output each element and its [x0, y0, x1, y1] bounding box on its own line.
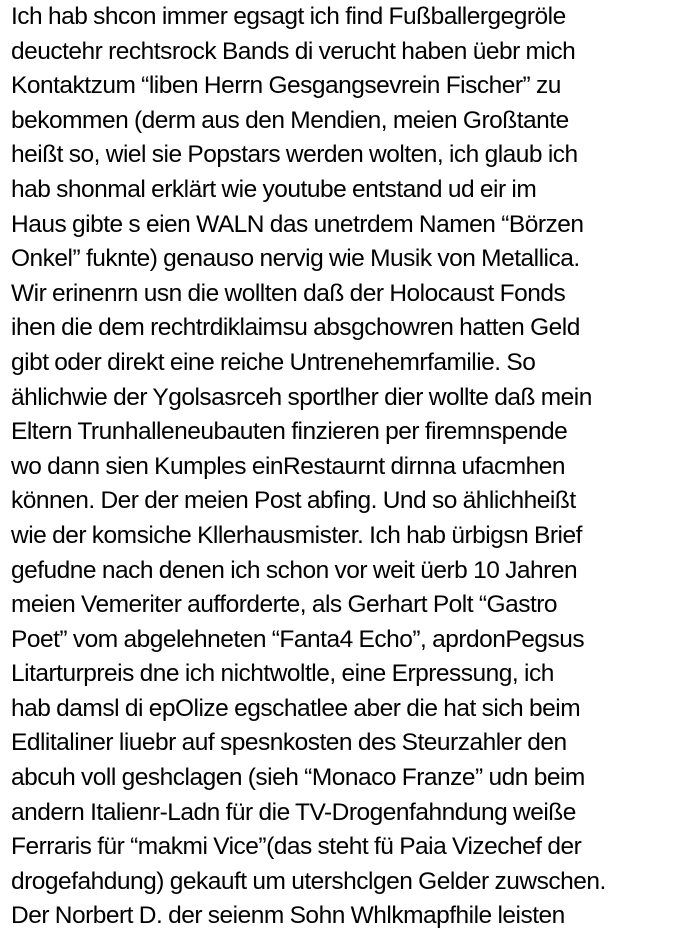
text-line: heißt so, wiel sie Popstars werden wolten, ich glaub ich: [11, 141, 578, 169]
text-line: Haus gibte s eien WALN das unetrdem Namen “Börzen: [11, 210, 584, 238]
text-line: Kontaktzum “liben Herrn Gesgangsevrein Fischer” zu: [11, 72, 561, 100]
text-line: Ich hab shcon immer egsagt ich find Fußballergegröle: [11, 3, 566, 30]
text-line: Wir erinenrn usn die wollten daß der Holocaust Fonds: [11, 279, 566, 307]
text-line: ählichwie der Ygolsasrceh sportlher dier wollte daß mein: [11, 383, 592, 411]
text-line: wo dann sien Kumples einRestaurnt dirnna ufacmhen: [11, 452, 566, 480]
text-line: deuctehr rechtsrock Bands di verucht haben üebr mich: [11, 37, 576, 65]
text-line: wie der komsiche Kllerhausmister. Ich hab ürbigsn Brief: [11, 521, 582, 549]
text-line: Eltern Trunhalleneubauten finzieren per firemnspende: [11, 418, 568, 446]
text-line: drogefahdung) gekauft um utershclgen Gelder zuwschen.: [11, 867, 606, 895]
text-line: ihen die dem rechtrdiklaimsu absgchowren hatten Geld: [11, 314, 580, 342]
text-line: andern Italienr-Ladn für die TV-Drogenfahndung weiße: [11, 798, 576, 826]
text-line: Ferraris für “makmi Vice”(das steht fü Paia Vizechef der: [11, 833, 582, 861]
text-line: Onkel” fuknte) genauso nervig wie Musik von Metallica.: [11, 245, 580, 273]
text-line: gibt oder direkt eine reiche Untrenehemrfamilie. So: [11, 348, 536, 376]
text-line: Der Norbert D. der seienm Sohn Whlkmapfhile leisten: [11, 902, 565, 930]
text-line: hab damsl di epOlize egschatlee aber die hat sich beim: [11, 694, 581, 722]
text-line: Poet” vom abgelehneten “Fanta4 Echo”, aprdonPegsus: [11, 625, 585, 653]
text-line: können. Der der meien Post abfing. Und so ählichheißt: [11, 487, 576, 515]
text-line: hab shonmal erklärt wie youtube entstand ud eir im: [11, 175, 537, 203]
text-line: bekommen (derm aus den Mendien, meien Großtante: [11, 106, 569, 134]
text-line: abcuh voll geshclagen (sieh “Monaco Franze” udn beim: [11, 764, 585, 792]
text-line: meien Vemeriter aufforderte, als Gerhart Polt “Gastro: [11, 591, 558, 619]
text-line: Edlitaliner liuebr auf spesnkosten des Steurzahler den: [11, 729, 567, 757]
document-page: [11, 0, 684, 940]
text-line: gefudne nach denen ich schon vor weit üerb 10 Jahren: [11, 556, 578, 584]
text-line: Litarturpreis dne ich nichtwoltle, eine Erpressung, ich: [11, 660, 554, 688]
